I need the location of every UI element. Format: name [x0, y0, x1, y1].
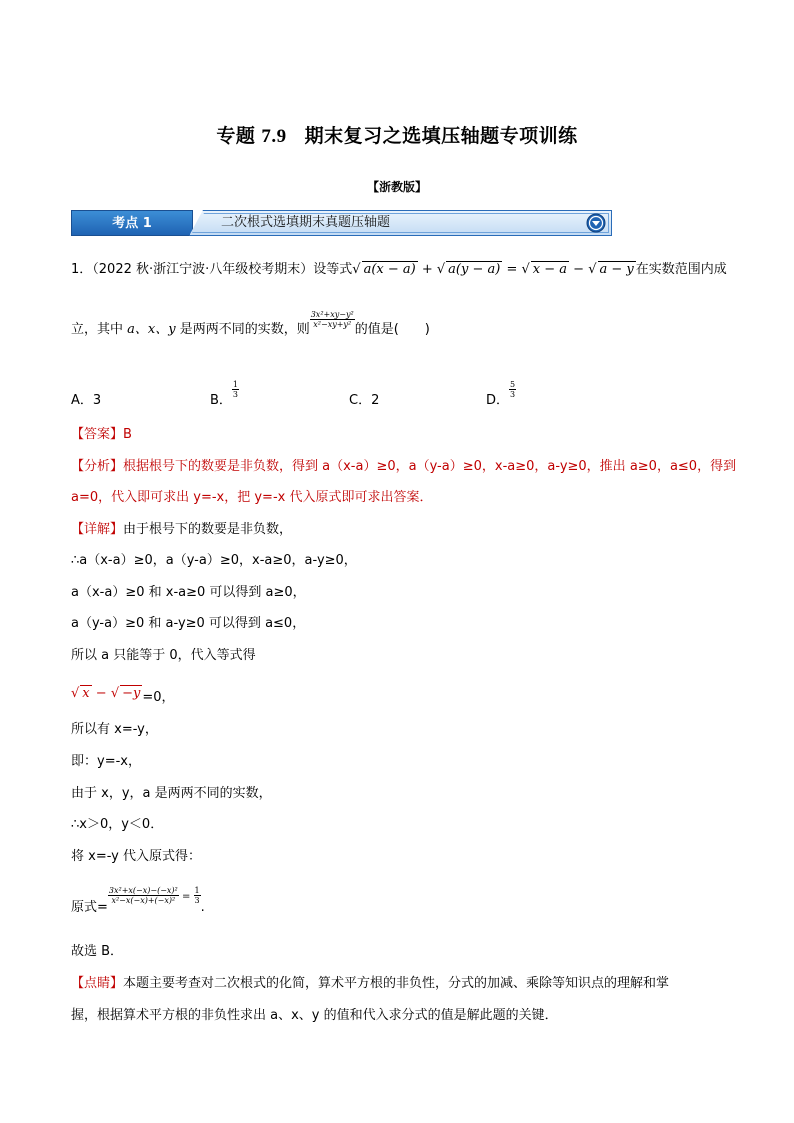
- chevron-down-icon[interactable]: [586, 213, 606, 233]
- question-line-2: 立，其中 a、x、y 是两两不同的实数，则 $\frac{\text{3x²+xy−y²}}{\text{x²−xy+y²}}$ 的值是( ): [71, 310, 430, 337]
- question-equation: √ a(x − a) + √ a(y − a) = √ x − a − √ a − y: [352, 262, 634, 277]
- option-a[interactable]: A．3: [71, 393, 102, 408]
- remark-tag: 【点睛】: [71, 976, 124, 991]
- question-number: 1．: [71, 262, 93, 277]
- analysis-tag: 【分析】: [71, 459, 124, 474]
- section-banner: [71, 210, 612, 236]
- banner-label: 考点 1: [71, 210, 193, 236]
- question-line-1: [71, 258, 727, 277]
- detail-line-4: a（y-a）≥0 和 a-y≥0 可以得到 a≤0，: [71, 616, 306, 631]
- banner-topic: 二次根式选填期末真题压轴题: [221, 215, 391, 230]
- question-fraction: $\frac{\text{3x²+xy−y²}}{\text{x²−xy+y²}}$: [310, 310, 354, 329]
- detail-line-9: 由于 x，y，a 是两两不同的实数，: [71, 786, 272, 801]
- detail-equation: √ x − √ −y =0，: [71, 686, 175, 705]
- detail-tag: 【详解】: [71, 522, 124, 537]
- analysis-line-2: a=0，代入即可求出 y=-x，把 y=-x 代入原式即可求出答案．: [71, 490, 433, 505]
- remark-line-2: 握，根据算术平方根的非负性求出 a、x、y 的值和代入求分式的值是解此题的关键．: [71, 1008, 558, 1023]
- detail-line-7: 所以有 x=-y，: [71, 722, 158, 737]
- title-text: 期末复习之选填压轴题专项训练: [304, 125, 578, 147]
- edition-label: 【浙教版】: [366, 180, 427, 194]
- question-source: （2022 秋·浙江宁波·八年级校考期末）设等式: [92, 262, 353, 277]
- detail-line-5: 所以 a 只能等于 0，代入等式得: [71, 648, 256, 663]
- option-b[interactable]: B． $\frac{1}{3}$: [210, 380, 239, 408]
- detail-line-11: 将 x=-y 代入原式得：: [71, 849, 202, 864]
- detail-line-8: 即：y=-x，: [71, 754, 141, 769]
- option-d[interactable]: D． $\frac{5}{3}$: [486, 380, 516, 408]
- analysis-line-1: 【分析】根据根号下的数要是非负数，得到 a（x-a）≥0，a（y-a）≥0，x-a≥0，a-y≥0，推出 a≥0，a≤0，得到: [71, 459, 737, 474]
- question-tail: 在实数范围内成: [635, 262, 727, 277]
- remark-line-1: 【点睛】本题主要考查对二次根式的化简，算术平方根的非负性，分式的加减、乘除等知识点的理解和掌: [71, 976, 670, 991]
- detail-line-3: a（x-a）≥0 和 x-a≥0 可以得到 a≥0，: [71, 585, 306, 600]
- detail-line-2: ∴a（x-a）≥0，a（y-a）≥0，x-a≥0，a-y≥0，: [71, 553, 357, 568]
- page-title: [0, 121, 794, 148]
- detail-line-10: ∴x＞0，y＜0．: [71, 817, 164, 832]
- detail-original-expression: 原式= $\frac{\text{3x²+x(−x)−(−x)²}}{\text{x²−x(−x)+(−x)²}}$ = $\frac{1}{3}$ .: [71, 886, 205, 915]
- answer-value: B: [123, 427, 132, 442]
- title-prefix: 专题: [216, 125, 256, 147]
- option-c[interactable]: C．2: [349, 393, 380, 408]
- detail-line-13: 故选 B．: [71, 944, 124, 959]
- title-number: 7.9: [261, 126, 287, 147]
- answer: [71, 423, 132, 442]
- detail-line-1: 【详解】由于根号下的数要是非负数，: [71, 522, 293, 537]
- answer-tag: 【答案】: [71, 427, 124, 442]
